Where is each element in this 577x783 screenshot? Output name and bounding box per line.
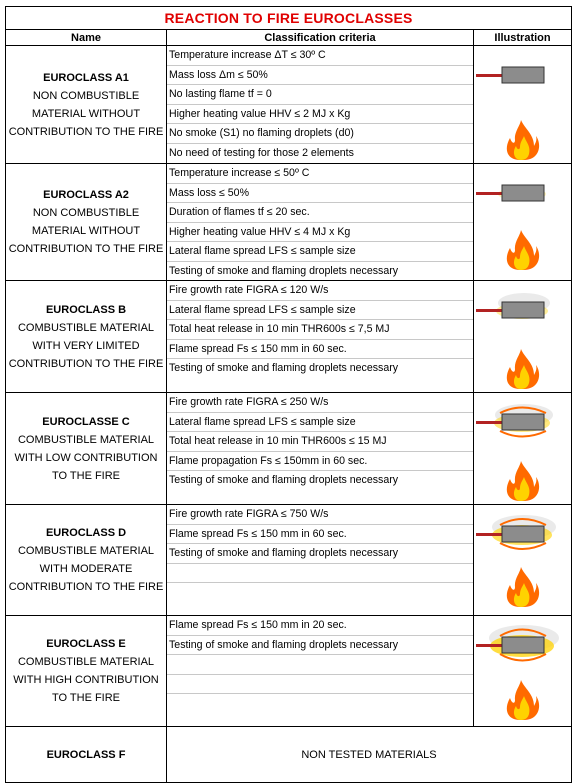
flame-icon bbox=[507, 680, 539, 720]
euroclass-name-cell bbox=[6, 164, 167, 281]
illustration-cell bbox=[474, 46, 572, 164]
criterion-line: Total heat release in 10 min THR600s ≤ 7,5 MJ bbox=[167, 320, 473, 340]
criterion-line bbox=[167, 675, 473, 695]
euroclass-rows bbox=[6, 46, 572, 727]
sample-rod bbox=[476, 421, 504, 424]
euroclass-description-line: WITH LOW CONTRIBUTION bbox=[14, 451, 158, 464]
sample-rod bbox=[476, 644, 504, 647]
euroclass-name-cell bbox=[6, 393, 167, 505]
euroclass-label: EUROCLASS E bbox=[46, 638, 126, 650]
euroclass-description-line: COMBUSTIBLE MATERIAL bbox=[17, 321, 155, 334]
euroclass-f-text: NON TESTED MATERIALS bbox=[167, 727, 572, 783]
euroclass-description-line: TO THE FIRE bbox=[51, 469, 121, 482]
sample-rod bbox=[476, 192, 504, 195]
euroclass-label: EUROCLASSE C bbox=[42, 415, 130, 428]
euroclass-name-cell bbox=[6, 281, 167, 393]
euroclass-description-line: COMBUSTIBLE MATERIAL bbox=[17, 656, 155, 668]
sample-rod bbox=[476, 533, 504, 536]
criterion-line: Temperature increase ≤ 50º C bbox=[167, 164, 473, 184]
euroclass-description-line: COMBUSTIBLE MATERIAL bbox=[17, 433, 155, 446]
euroclass-f-name bbox=[6, 727, 167, 783]
flame-icon bbox=[507, 349, 539, 389]
criteria-cell bbox=[167, 505, 474, 616]
euroclass-row bbox=[6, 164, 572, 281]
criterion-line bbox=[167, 655, 473, 675]
illustration-cell bbox=[474, 281, 572, 393]
euroclass-row bbox=[6, 393, 572, 505]
header-criteria: Classification criteria bbox=[167, 30, 474, 46]
criterion-line: No smoke (S1) no flaming droplets (d0) bbox=[167, 124, 473, 144]
illustration-cell bbox=[474, 505, 572, 616]
euroclass-description-line: CONTRIBUTION TO THE FIRE bbox=[8, 125, 164, 138]
criterion-line: Lateral flame spread LFS ≤ sample size bbox=[167, 301, 473, 321]
criterion-line: Testing of smoke and flaming droplets necessary bbox=[167, 636, 473, 656]
criterion-line: Flame spread Fs ≤ 150 mm in 20 sec. bbox=[167, 616, 473, 636]
euroclass-description-line: MATERIAL WITHOUT bbox=[31, 107, 141, 120]
euroclass-description-line: NON COMBUSTIBLE bbox=[32, 207, 140, 219]
euroclass-table bbox=[5, 6, 572, 783]
criterion-line: Testing of smoke and flaming droplets necessary bbox=[167, 544, 473, 564]
criterion-line: Mass loss ≤ 50% bbox=[167, 184, 473, 204]
flame-icon bbox=[507, 230, 539, 270]
criteria-cell bbox=[167, 281, 474, 393]
flame-icon bbox=[507, 567, 539, 607]
header-name: Name bbox=[6, 30, 167, 46]
flame-icon bbox=[507, 120, 539, 160]
euroclass-description-line: TO THE FIRE bbox=[51, 692, 121, 704]
euroclass-description-line: MATERIAL WITHOUT bbox=[31, 225, 141, 237]
euroclass-description-line: CONTRIBUTION TO THE FIRE bbox=[8, 581, 164, 593]
criterion-line: Testing of smoke and flaming droplets necessary bbox=[169, 362, 399, 374]
criterion-line bbox=[167, 694, 473, 713]
sample-test-illustration bbox=[474, 281, 571, 393]
euroclass-description-line: WITH VERY LIMITED bbox=[32, 339, 140, 352]
sample-block bbox=[502, 302, 544, 318]
criterion-line: Temperature increase ΔT ≤ 30º C bbox=[167, 46, 473, 66]
criterion-line: Testing of smoke and flaming droplets necessary bbox=[169, 474, 399, 486]
euroclass-description-line: WITH MODERATE bbox=[39, 563, 133, 575]
criterion-line: Flame propagation Fs ≤ 150mm in 60 sec. bbox=[167, 452, 473, 472]
euroclass-name-cell bbox=[6, 505, 167, 616]
sample-block bbox=[502, 67, 544, 83]
criterion-line: Fire growth rate FIGRA ≤ 750 W/s bbox=[167, 505, 473, 525]
sample-block bbox=[502, 637, 544, 653]
illustration-cell bbox=[474, 616, 572, 727]
sample-test-illustration bbox=[474, 616, 571, 724]
illustration-cell bbox=[474, 393, 572, 505]
criterion-line: Higher heating value HHV ≤ 4 MJ x Kg bbox=[167, 223, 473, 243]
criteria-cell bbox=[167, 616, 474, 727]
euroclass-row bbox=[6, 281, 572, 393]
sample-block bbox=[502, 185, 544, 201]
criterion-line: Fire growth rate FIGRA ≤ 120 W/s bbox=[167, 281, 473, 301]
euroclass-description-line: COMBUSTIBLE MATERIAL bbox=[17, 545, 155, 557]
sample-test-illustration bbox=[474, 46, 571, 164]
criterion-line: Flame spread Fs ≤ 150 mm in 60 sec. bbox=[167, 525, 473, 545]
criteria-cell bbox=[167, 393, 474, 505]
euroclass-label: EUROCLASS B bbox=[45, 303, 127, 316]
euroclass-label: EUROCLASS A2 bbox=[43, 189, 129, 201]
euroclass-row bbox=[6, 616, 572, 727]
euroclass-name-cell bbox=[6, 616, 167, 727]
sample-test-illustration bbox=[474, 164, 571, 274]
criterion-line: Mass loss Δm ≤ 50% bbox=[167, 66, 473, 86]
euroclass-description-line: WITH HIGH CONTRIBUTION bbox=[13, 674, 159, 686]
criterion-line: Total heat release in 10 min THR600s ≤ 15 MJ bbox=[167, 432, 473, 452]
euroclass-label: EUROCLASS D bbox=[45, 527, 127, 539]
criterion-line: Duration of flames tf ≤ 20 sec. bbox=[167, 203, 473, 223]
sample-block bbox=[502, 526, 544, 542]
header-illustration: Illustration bbox=[474, 30, 572, 46]
sample-test-illustration bbox=[474, 393, 571, 505]
flame-icon bbox=[507, 461, 539, 501]
criterion-line: Lateral flame spread LFS ≤ sample size bbox=[167, 242, 473, 262]
criterion-line: Higher heating value HHV ≤ 2 MJ x Kg bbox=[167, 105, 473, 125]
criterion-line: No lasting flame tf = 0 bbox=[167, 85, 473, 105]
criterion-line bbox=[167, 583, 473, 602]
criterion-line: Testing of smoke and flaming droplets necessary bbox=[169, 264, 399, 277]
sample-rod bbox=[476, 309, 504, 312]
table-title: REACTION TO FIRE EUROCLASSES bbox=[6, 7, 572, 30]
euroclass-name-cell bbox=[6, 46, 167, 164]
sample-rod bbox=[476, 74, 504, 77]
illustration-cell bbox=[474, 164, 572, 281]
criterion-line: Lateral flame spread LFS ≤ sample size bbox=[167, 413, 473, 433]
euroclass-description-line: CONTRIBUTION TO THE FIRE bbox=[8, 243, 164, 255]
criterion-line: Fire growth rate FIGRA ≤ 250 W/s bbox=[167, 393, 473, 413]
euroclass-row bbox=[6, 46, 572, 164]
euroclass-row bbox=[6, 505, 572, 616]
criteria-cell bbox=[167, 164, 474, 281]
criterion-line bbox=[167, 564, 473, 584]
euroclass-label: EUROCLASS A1 bbox=[43, 71, 129, 84]
euroclass-description-line: NON COMBUSTIBLE bbox=[32, 89, 140, 102]
euroclass-f-label: EUROCLASS F bbox=[46, 748, 126, 761]
sample-test-illustration bbox=[474, 505, 571, 611]
criterion-line: No need of testing for those 2 elements bbox=[169, 146, 354, 159]
sample-block bbox=[502, 414, 544, 430]
criteria-cell bbox=[167, 46, 474, 164]
euroclass-description-line: CONTRIBUTION TO THE FIRE bbox=[8, 357, 164, 370]
criterion-line: Flame spread Fs ≤ 150 mm in 60 sec. bbox=[167, 340, 473, 360]
